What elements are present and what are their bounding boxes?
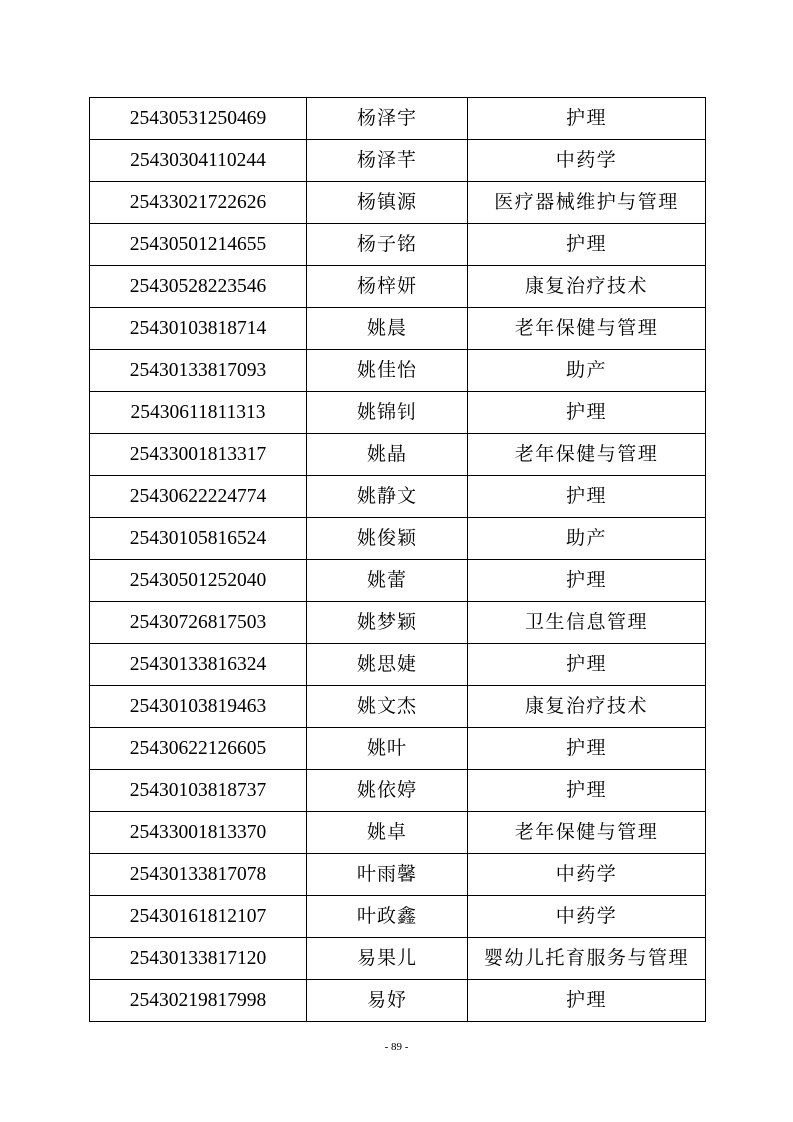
major-cell: 护理 [468, 98, 706, 140]
table-row [90, 812, 706, 854]
candidate-id-cell: 25430103818714 [90, 308, 307, 350]
student-name-cell: 叶政鑫 [307, 896, 468, 938]
major-cell: 卫生信息管理 [468, 602, 706, 644]
candidate-id-cell: 25430133817120 [90, 938, 307, 980]
candidate-id-cell: 25433001813317 [90, 434, 307, 476]
student-name-cell: 姚静文 [307, 476, 468, 518]
table-row [90, 98, 706, 140]
table-row [90, 350, 706, 392]
candidate-id-cell: 25430726817503 [90, 602, 307, 644]
table-row [90, 770, 706, 812]
candidate-id-cell: 25430105816524 [90, 518, 307, 560]
student-name-cell: 姚蕾 [307, 560, 468, 602]
major-cell: 老年保健与管理 [468, 308, 706, 350]
major-cell: 中药学 [468, 896, 706, 938]
page-number: - 89 - [384, 1041, 409, 1053]
candidate-id-cell: 25430133816324 [90, 644, 307, 686]
major-cell: 康复治疗技术 [468, 686, 706, 728]
table-row [90, 518, 706, 560]
candidate-id-cell: 25430161812107 [90, 896, 307, 938]
student-name-cell: 姚卓 [307, 812, 468, 854]
student-name-cell: 姚晨 [307, 308, 468, 350]
student-name-cell: 杨泽宇 [307, 98, 468, 140]
major-cell: 康复治疗技术 [468, 266, 706, 308]
student-name-cell: 杨子铭 [307, 224, 468, 266]
student-name-cell: 姚思婕 [307, 644, 468, 686]
student-name-cell: 易果儿 [307, 938, 468, 980]
table-row [90, 560, 706, 602]
candidate-id-cell: 25433001813370 [90, 812, 307, 854]
major-cell: 助产 [468, 518, 706, 560]
candidate-id-cell: 25430103819463 [90, 686, 307, 728]
table-row [90, 686, 706, 728]
student-name-cell: 杨梓妍 [307, 266, 468, 308]
student-name-cell: 姚俊颖 [307, 518, 468, 560]
major-cell: 护理 [468, 392, 706, 434]
table-row [90, 182, 706, 224]
student-name-cell: 姚晶 [307, 434, 468, 476]
table-row [90, 476, 706, 518]
student-name-cell: 杨泽芊 [307, 140, 468, 182]
roster-table-body [90, 98, 706, 1022]
candidate-id-cell: 25430501252040 [90, 560, 307, 602]
table-row [90, 854, 706, 896]
major-cell: 老年保健与管理 [468, 812, 706, 854]
table-row [90, 140, 706, 182]
student-name-cell: 杨镇源 [307, 182, 468, 224]
table-row [90, 602, 706, 644]
candidate-id-cell: 25430304110244 [90, 140, 307, 182]
student-name-cell: 叶雨馨 [307, 854, 468, 896]
major-cell: 护理 [468, 476, 706, 518]
major-cell: 护理 [468, 644, 706, 686]
major-cell: 护理 [468, 224, 706, 266]
major-cell: 护理 [468, 728, 706, 770]
table-row [90, 938, 706, 980]
table-row [90, 224, 706, 266]
table-row [90, 644, 706, 686]
candidate-id-cell: 25430622224774 [90, 476, 307, 518]
candidate-id-cell: 25430133817078 [90, 854, 307, 896]
major-cell: 护理 [468, 980, 706, 1022]
table-row [90, 266, 706, 308]
candidate-id-cell: 25430219817998 [90, 980, 307, 1022]
candidate-id-cell: 25433021722626 [90, 182, 307, 224]
table-row [90, 728, 706, 770]
table-row [90, 392, 706, 434]
major-cell: 婴幼儿托育服务与管理 [468, 938, 706, 980]
table-row [90, 308, 706, 350]
candidate-id-cell: 25430133817093 [90, 350, 307, 392]
major-cell: 老年保健与管理 [468, 434, 706, 476]
major-cell: 助产 [468, 350, 706, 392]
major-cell: 护理 [468, 560, 706, 602]
major-cell: 中药学 [468, 854, 706, 896]
table-row [90, 896, 706, 938]
candidate-id-cell: 25430622126605 [90, 728, 307, 770]
candidate-id-cell: 25430501214655 [90, 224, 307, 266]
student-name-cell: 易妤 [307, 980, 468, 1022]
candidate-id-cell: 25430103818737 [90, 770, 307, 812]
student-name-cell: 姚佳怡 [307, 350, 468, 392]
major-cell: 医疗器械维护与管理 [468, 182, 706, 224]
major-cell: 护理 [468, 770, 706, 812]
student-name-cell: 姚锦钊 [307, 392, 468, 434]
major-cell: 中药学 [468, 140, 706, 182]
candidate-id-cell: 25430531250469 [90, 98, 307, 140]
student-name-cell: 姚叶 [307, 728, 468, 770]
admission-roster-table [89, 97, 706, 1022]
candidate-id-cell: 25430528223546 [90, 266, 307, 308]
student-name-cell: 姚依婷 [307, 770, 468, 812]
student-name-cell: 姚文杰 [307, 686, 468, 728]
table-row [90, 434, 706, 476]
student-name-cell: 姚梦颖 [307, 602, 468, 644]
candidate-id-cell: 25430611811313 [90, 392, 307, 434]
table-row [90, 980, 706, 1022]
